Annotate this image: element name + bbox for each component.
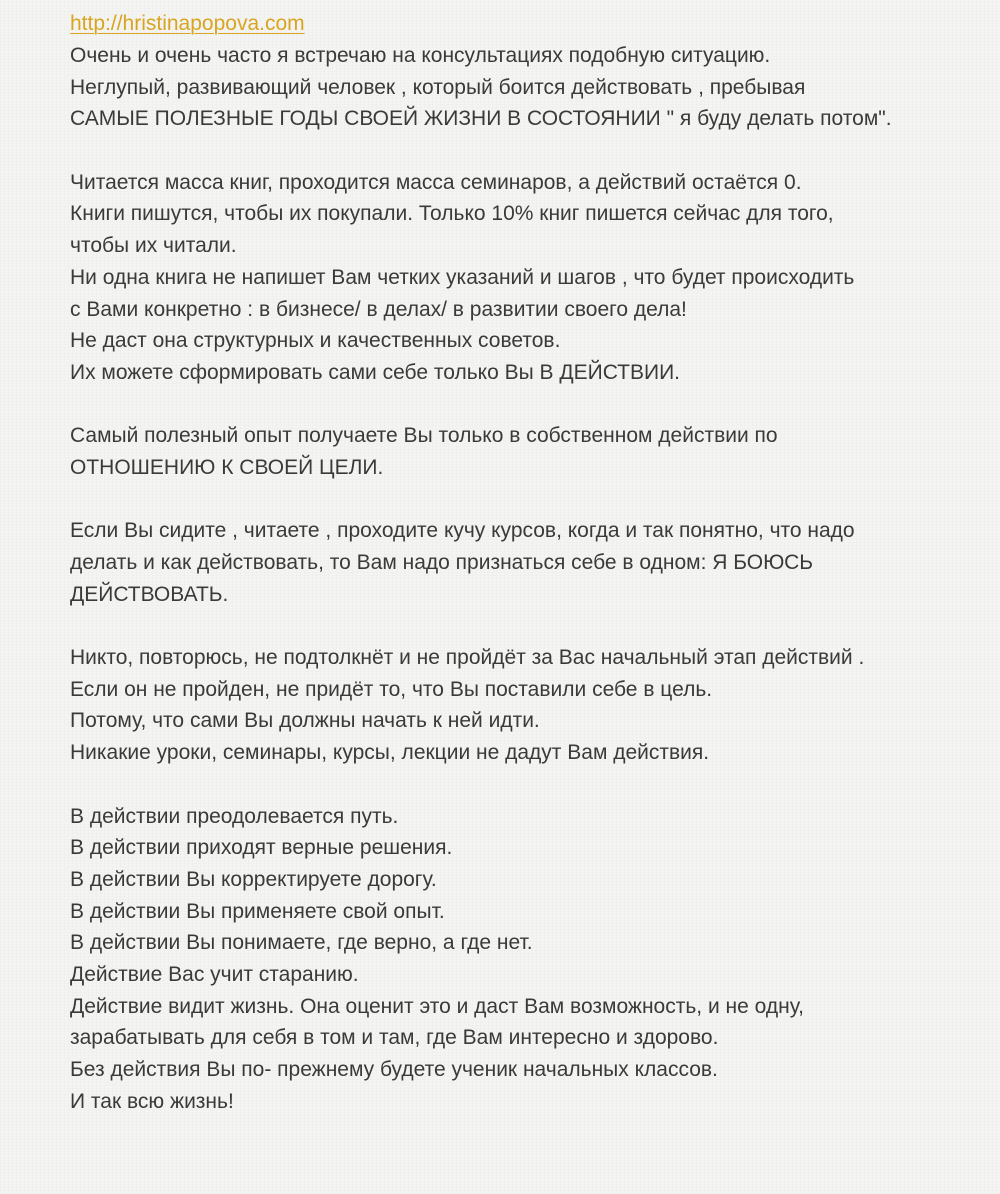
paragraph-gap <box>70 389 1000 421</box>
text-line: Если он не пройден, не придёт то, что Вы поставили себе в цель. <box>70 677 713 701</box>
text-line: Ни одна книга не напишет Вам четких указаний и шагов , что будет происходить <box>70 265 855 289</box>
paragraph <box>70 515 1000 610</box>
text-line: Самый полезный опыт получаете Вы только в собственном действии по <box>70 424 778 448</box>
website-link[interactable]: http://hristinapopova.com <box>70 12 305 35</box>
text-line: В действии Вы применяете свой опыт. <box>70 899 445 923</box>
text-line: Не даст она структурных и качественных советов. <box>70 329 561 353</box>
note-body <box>70 40 1000 1117</box>
paragraph <box>70 167 1000 389</box>
text-line: ДЕЙСТВОВАТЬ. <box>70 582 229 606</box>
paragraph <box>70 642 1000 769</box>
paragraph <box>70 801 1000 1118</box>
text-line: Действие Вас учит старанию. <box>70 962 359 986</box>
text-line: Если Вы сидите , читаете , проходите кучу курсов, когда и так понятно, что надо <box>70 519 855 543</box>
text-line: Никакие уроки, семинары, курсы, лекции не дадут Вам действия. <box>70 741 710 765</box>
text-line: И так всю жизнь! <box>70 1089 234 1113</box>
text-line: Неглупый, развивающий человек , который боится действовать , пребывая <box>70 75 806 99</box>
text-line: Потому, что сами Вы должны начать к ней идти. <box>70 709 540 733</box>
paragraph <box>70 420 1000 483</box>
text-line: чтобы их читали. <box>70 234 237 258</box>
text-line: с Вами конкретно : в бизнесе/ в делах/ в развитии своего дела! <box>70 297 687 321</box>
text-line: В действии преодолевается путь. <box>70 804 399 828</box>
paragraph-gap <box>70 610 1000 642</box>
text-line: В действии Вы корректируете дорогу. <box>70 867 437 891</box>
paragraph-gap <box>70 769 1000 801</box>
text-line: В действии приходят верные решения. <box>70 836 453 860</box>
text-line: Без действия Вы по- прежнему будете ученик начальных классов. <box>70 1058 718 1081</box>
text-line: Книги пишутся, чтобы их покупали. Только 10% книг пишется сейчас для того, <box>70 202 834 226</box>
text-line: САМЫЕ ПОЛЕЗНЫЕ ГОДЫ СВОЕЙ ЖИЗНИ В СОСТОЯНИИ " я буду делать потом". <box>70 107 892 131</box>
text-line: Читается масса книг, проходится масса семинаров, а действий остаётся 0. <box>70 170 802 194</box>
text-line: делать и как действовать, то Вам надо признаться себе в одном: Я БОЮСЬ <box>70 551 814 574</box>
text-line: ОТНОШЕНИЮ К СВОЕЙ ЦЕЛИ. <box>70 455 384 479</box>
paragraph-gap <box>70 484 1000 516</box>
paragraph <box>70 40 1000 135</box>
text-line: Их можете сформировать сами себе только Вы В ДЕЙСТВИИ. <box>70 360 681 384</box>
text-line: Очень и очень часто я встречаю на консультациях подобную ситуацию. <box>70 44 771 67</box>
text-line: В действии Вы понимаете, где верно, а где нет. <box>70 931 533 955</box>
text-line: Никто, повторюсь, не подтолкнёт и не пройдёт за Вас начальный этап действий . <box>70 646 865 670</box>
text-line: Действие видит жизнь. Она оценит это и даст Вам возможность, и не одну, <box>70 994 804 1018</box>
text-line: зарабатывать для себя в том и там, где Вам интересно и здорово. <box>70 1026 719 1050</box>
paragraph-gap <box>70 135 1000 167</box>
